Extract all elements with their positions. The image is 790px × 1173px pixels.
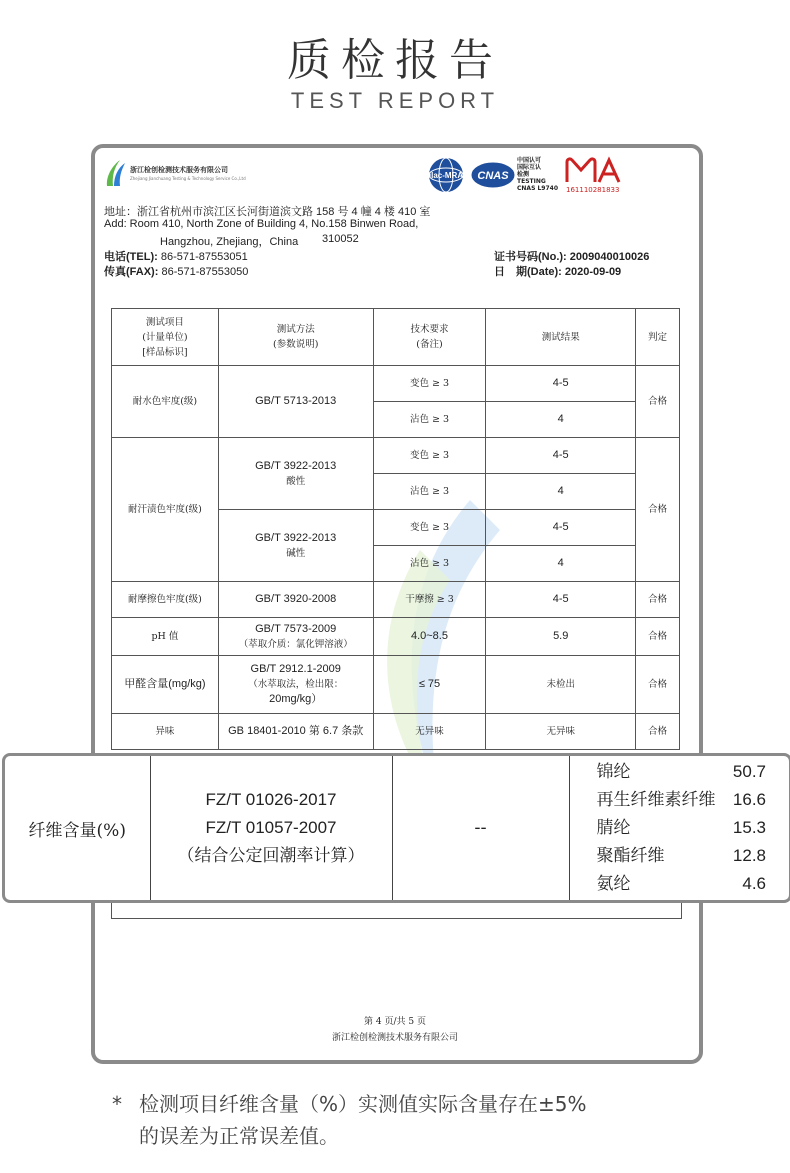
water-req-2: 沾色 ≥ 3	[373, 402, 486, 438]
fiber-name: 腈纶	[596, 818, 631, 838]
cnas-line-1: 中国认可	[517, 157, 542, 164]
page-title: 质检报告	[287, 35, 503, 86]
company-name: 浙江检创检测技术服务有限公司	[130, 166, 228, 174]
water-req-1: 变色 ≥ 3	[373, 366, 486, 402]
rub-item: 耐摩擦色牢度(级)	[112, 582, 219, 618]
fiber-name: 锦纶	[596, 762, 631, 782]
cert-label: 证书号码(No.):	[494, 251, 567, 263]
tel-value: 86-571-87553051	[160, 251, 248, 263]
water-method: GB/T 5713-2013	[218, 366, 373, 438]
odor-res: 无异味	[486, 714, 636, 750]
sweat-req-1: 变色 ≥ 3	[373, 438, 486, 474]
table-row	[112, 366, 680, 402]
fiber-value: 15.3	[732, 818, 766, 837]
fiber-name: 聚酯纤维	[596, 846, 665, 866]
water-item: 耐水色牢度(级)	[112, 366, 219, 438]
header-method: 测试方法 (参数说明)	[218, 309, 373, 366]
list-item	[571, 758, 789, 786]
rub-judge: 合格	[636, 582, 680, 618]
fax-value: 86-571-87553050	[161, 266, 249, 278]
table-row	[112, 582, 680, 618]
page-subtitle: TEST REPORT	[290, 88, 500, 113]
svg-text:ilac-MRA: ilac-MRA	[428, 171, 464, 180]
fiber-method-2: FZ/T 01057-2007	[205, 818, 337, 837]
report-date: 2020-09-09	[564, 266, 622, 278]
rub-method: GB/T 3920-2008	[218, 582, 373, 618]
address-en-line1: Add: Room 410, North Zone of Building 4, No.158 Binwen Road,	[104, 218, 419, 230]
sweat-req-2: 沾色 ≥ 3	[373, 474, 486, 510]
odor-judge: 合格	[636, 714, 680, 750]
sweat-req-4: 沾色 ≥ 3	[373, 546, 486, 582]
table-row	[112, 656, 680, 714]
sweat-method-alkali: GB/T 3922-2013 碱性	[218, 510, 373, 582]
fiber-content-table	[5, 756, 789, 900]
fiber-results	[569, 756, 789, 900]
svg-text:CNAS: CNAS	[477, 170, 509, 182]
rub-res: 4-5	[486, 582, 636, 618]
note-asterisk: *	[112, 1092, 122, 1116]
sweat-judge: 合格	[636, 438, 680, 582]
odor-req: 无异味	[373, 714, 486, 750]
fiber-method-1: FZ/T 01026-2017	[205, 790, 337, 809]
company-name-en: Zhejiang Jianchuang Testing & Technology Service Co.,Ltd	[130, 176, 246, 181]
ph-item: pH 值	[112, 618, 219, 656]
sweat-res-3: 4-5	[486, 510, 636, 546]
list-item	[571, 814, 789, 842]
cnas-line-2: 国际互认	[517, 164, 542, 171]
fax-label: 传真(FAX):	[104, 266, 159, 278]
note-line-2: 的误差为正常误差值。	[139, 1124, 339, 1148]
table-row	[112, 714, 680, 750]
note-line-1: 检测项目纤维含量（%）实测值实际含量存在±5%	[139, 1092, 587, 1116]
cnas-line-4: TESTING	[517, 178, 546, 185]
cert-number: 2009040010026	[569, 251, 650, 263]
fiber-value: 4.6	[742, 874, 766, 893]
cnas-line-3: 检测	[517, 171, 530, 178]
ph-judge: 合格	[636, 618, 680, 656]
footer-company: 浙江检创检测技术服务有限公司	[331, 1033, 458, 1043]
cnas-logo-icon	[470, 160, 516, 190]
fiber-name: 再生纤维素纤维	[596, 790, 716, 810]
tel-label: 电话(TEL):	[104, 251, 158, 263]
fiber-value: 50.7	[732, 762, 766, 781]
water-res-2: 4	[486, 402, 636, 438]
list-item	[571, 870, 789, 898]
sweat-res-1: 4-5	[486, 438, 636, 474]
fiber-content-row	[5, 756, 789, 900]
sweat-res-2: 4	[486, 474, 636, 510]
address-cn: 地址：浙江省杭州市滨江区长河街道滨文路 158 号 4 幢 4 楼 410 室	[104, 206, 431, 218]
sweat-req-3: 变色 ≥ 3	[373, 510, 486, 546]
fiber-method-note: （结合公定回潮率计算）	[177, 846, 365, 866]
odor-method: GB 18401-2010 第 6.7 条款	[218, 714, 373, 750]
formaldehyde-judge: 合格	[636, 656, 680, 714]
list-item	[571, 842, 789, 870]
fiber-value: 12.8	[732, 846, 766, 865]
address-en-line2: Hangzhou, Zhejiang，China	[160, 236, 299, 248]
cnas-accreditation-text	[517, 157, 558, 192]
formaldehyde-item: 甲醛含量(mg/kg)	[112, 656, 219, 714]
table-row	[112, 438, 680, 474]
ilac-mra-logo-icon	[424, 156, 470, 194]
cnas-line-5: CNAS L9740	[517, 185, 559, 192]
ph-method: GB/T 7573-2009 （萃取介质：氯化钾溶液）	[218, 618, 373, 656]
cma-logo-icon	[563, 156, 627, 186]
list-item	[571, 786, 789, 814]
test-results-table	[111, 308, 680, 750]
header-result: 测试结果	[486, 309, 636, 366]
table-header-row	[112, 309, 680, 366]
ph-res: 5.9	[486, 618, 636, 656]
formaldehyde-method: GB/T 2912.1-2009 （水萃取法，检出限： 20mg/kg）	[218, 656, 373, 714]
fiber-method	[150, 756, 392, 900]
sweat-method-acid: GB/T 3922-2013 酸性	[218, 438, 373, 510]
header-item: 测试项目 (计量单位) [样品标识]	[112, 309, 219, 366]
odor-item: 异味	[112, 714, 219, 750]
table-row	[112, 618, 680, 656]
formaldehyde-req: ≤ 75	[373, 656, 486, 714]
fiber-value: 16.6	[732, 790, 766, 809]
fiber-name: 氨纶	[596, 874, 631, 894]
company-logo-icon	[104, 158, 126, 188]
sweat-res-4: 4	[486, 546, 636, 582]
date-label: 日 期(Date):	[494, 266, 562, 278]
fiber-item: 纤维含量(%)	[5, 756, 150, 900]
fiber-requirement: --	[392, 756, 569, 900]
header-judgement: 判定	[636, 309, 680, 366]
page-number: 第 4 页/共 5 页	[364, 1017, 426, 1027]
water-res-1: 4-5	[486, 366, 636, 402]
sweat-item: 耐汗渍色牢度(级)	[112, 438, 219, 582]
fiber-content-callout	[2, 753, 790, 903]
ph-req: 4.0~8.5	[373, 618, 486, 656]
zip-code: 310052	[322, 233, 359, 245]
rub-req: 干摩擦 ≥ 3	[373, 582, 486, 618]
water-judge: 合格	[636, 366, 680, 438]
header-requirement: 技术要求 (备注)	[373, 309, 486, 366]
formaldehyde-res: 未检出	[486, 656, 636, 714]
cma-number: 161110281833	[566, 186, 620, 194]
